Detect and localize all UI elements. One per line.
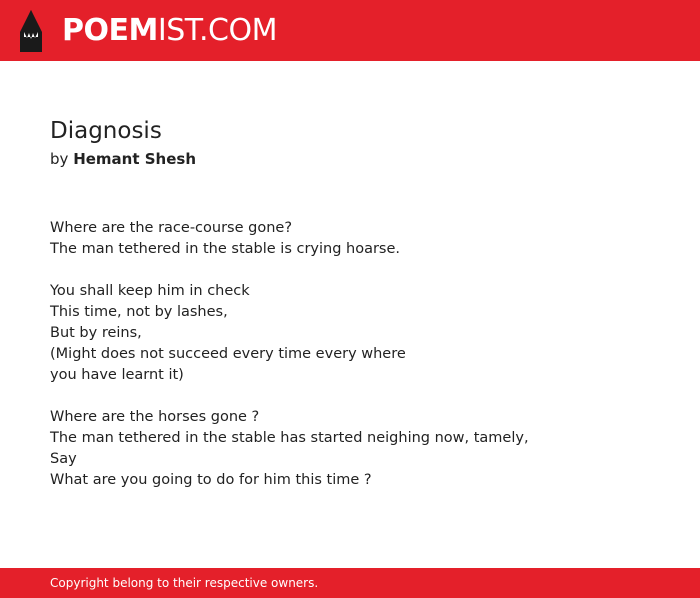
pencil-tip-logo-icon[interactable]: [18, 10, 44, 52]
poem-line: (Might does not succeed every time every where: [50, 346, 406, 362]
poem-line: The man tethered in the stable has started neighing now, tamely,: [50, 430, 529, 446]
poem-line: The man tethered in the stable is crying hoarse.: [50, 241, 401, 257]
poem-line: Say: [50, 451, 77, 467]
brand-strong-text: POEM: [62, 13, 158, 48]
poem-line: you have learnt it): [50, 367, 184, 383]
site-footer: [0, 568, 700, 598]
poem-line: Where are the race-course gone?: [50, 220, 293, 236]
poem-line: You shall keep him in check: [50, 283, 250, 299]
poem-title: Diagnosis: [50, 118, 162, 144]
poem-body: [50, 218, 529, 512]
copyright-text: Copyright belong to their respective owners.: [50, 576, 319, 590]
poem-line: What are you going to do for him this time ?: [50, 472, 372, 488]
poem-author: Hemant Shesh: [73, 150, 196, 168]
poem-stanza: [50, 407, 529, 491]
site-brand-link[interactable]: [62, 13, 277, 49]
poem-line: Where are the horses gone ?: [50, 409, 260, 425]
poem-line: But by reins,: [50, 325, 142, 341]
poem-stanza: [50, 218, 529, 260]
site-header: [0, 0, 700, 61]
byline-prefix: by: [50, 150, 69, 168]
poem-line: This time, not by lashes,: [50, 304, 228, 320]
brand-light-text: IST.COM: [157, 13, 277, 48]
poem-byline: [50, 149, 196, 169]
poem-stanza: [50, 281, 529, 386]
